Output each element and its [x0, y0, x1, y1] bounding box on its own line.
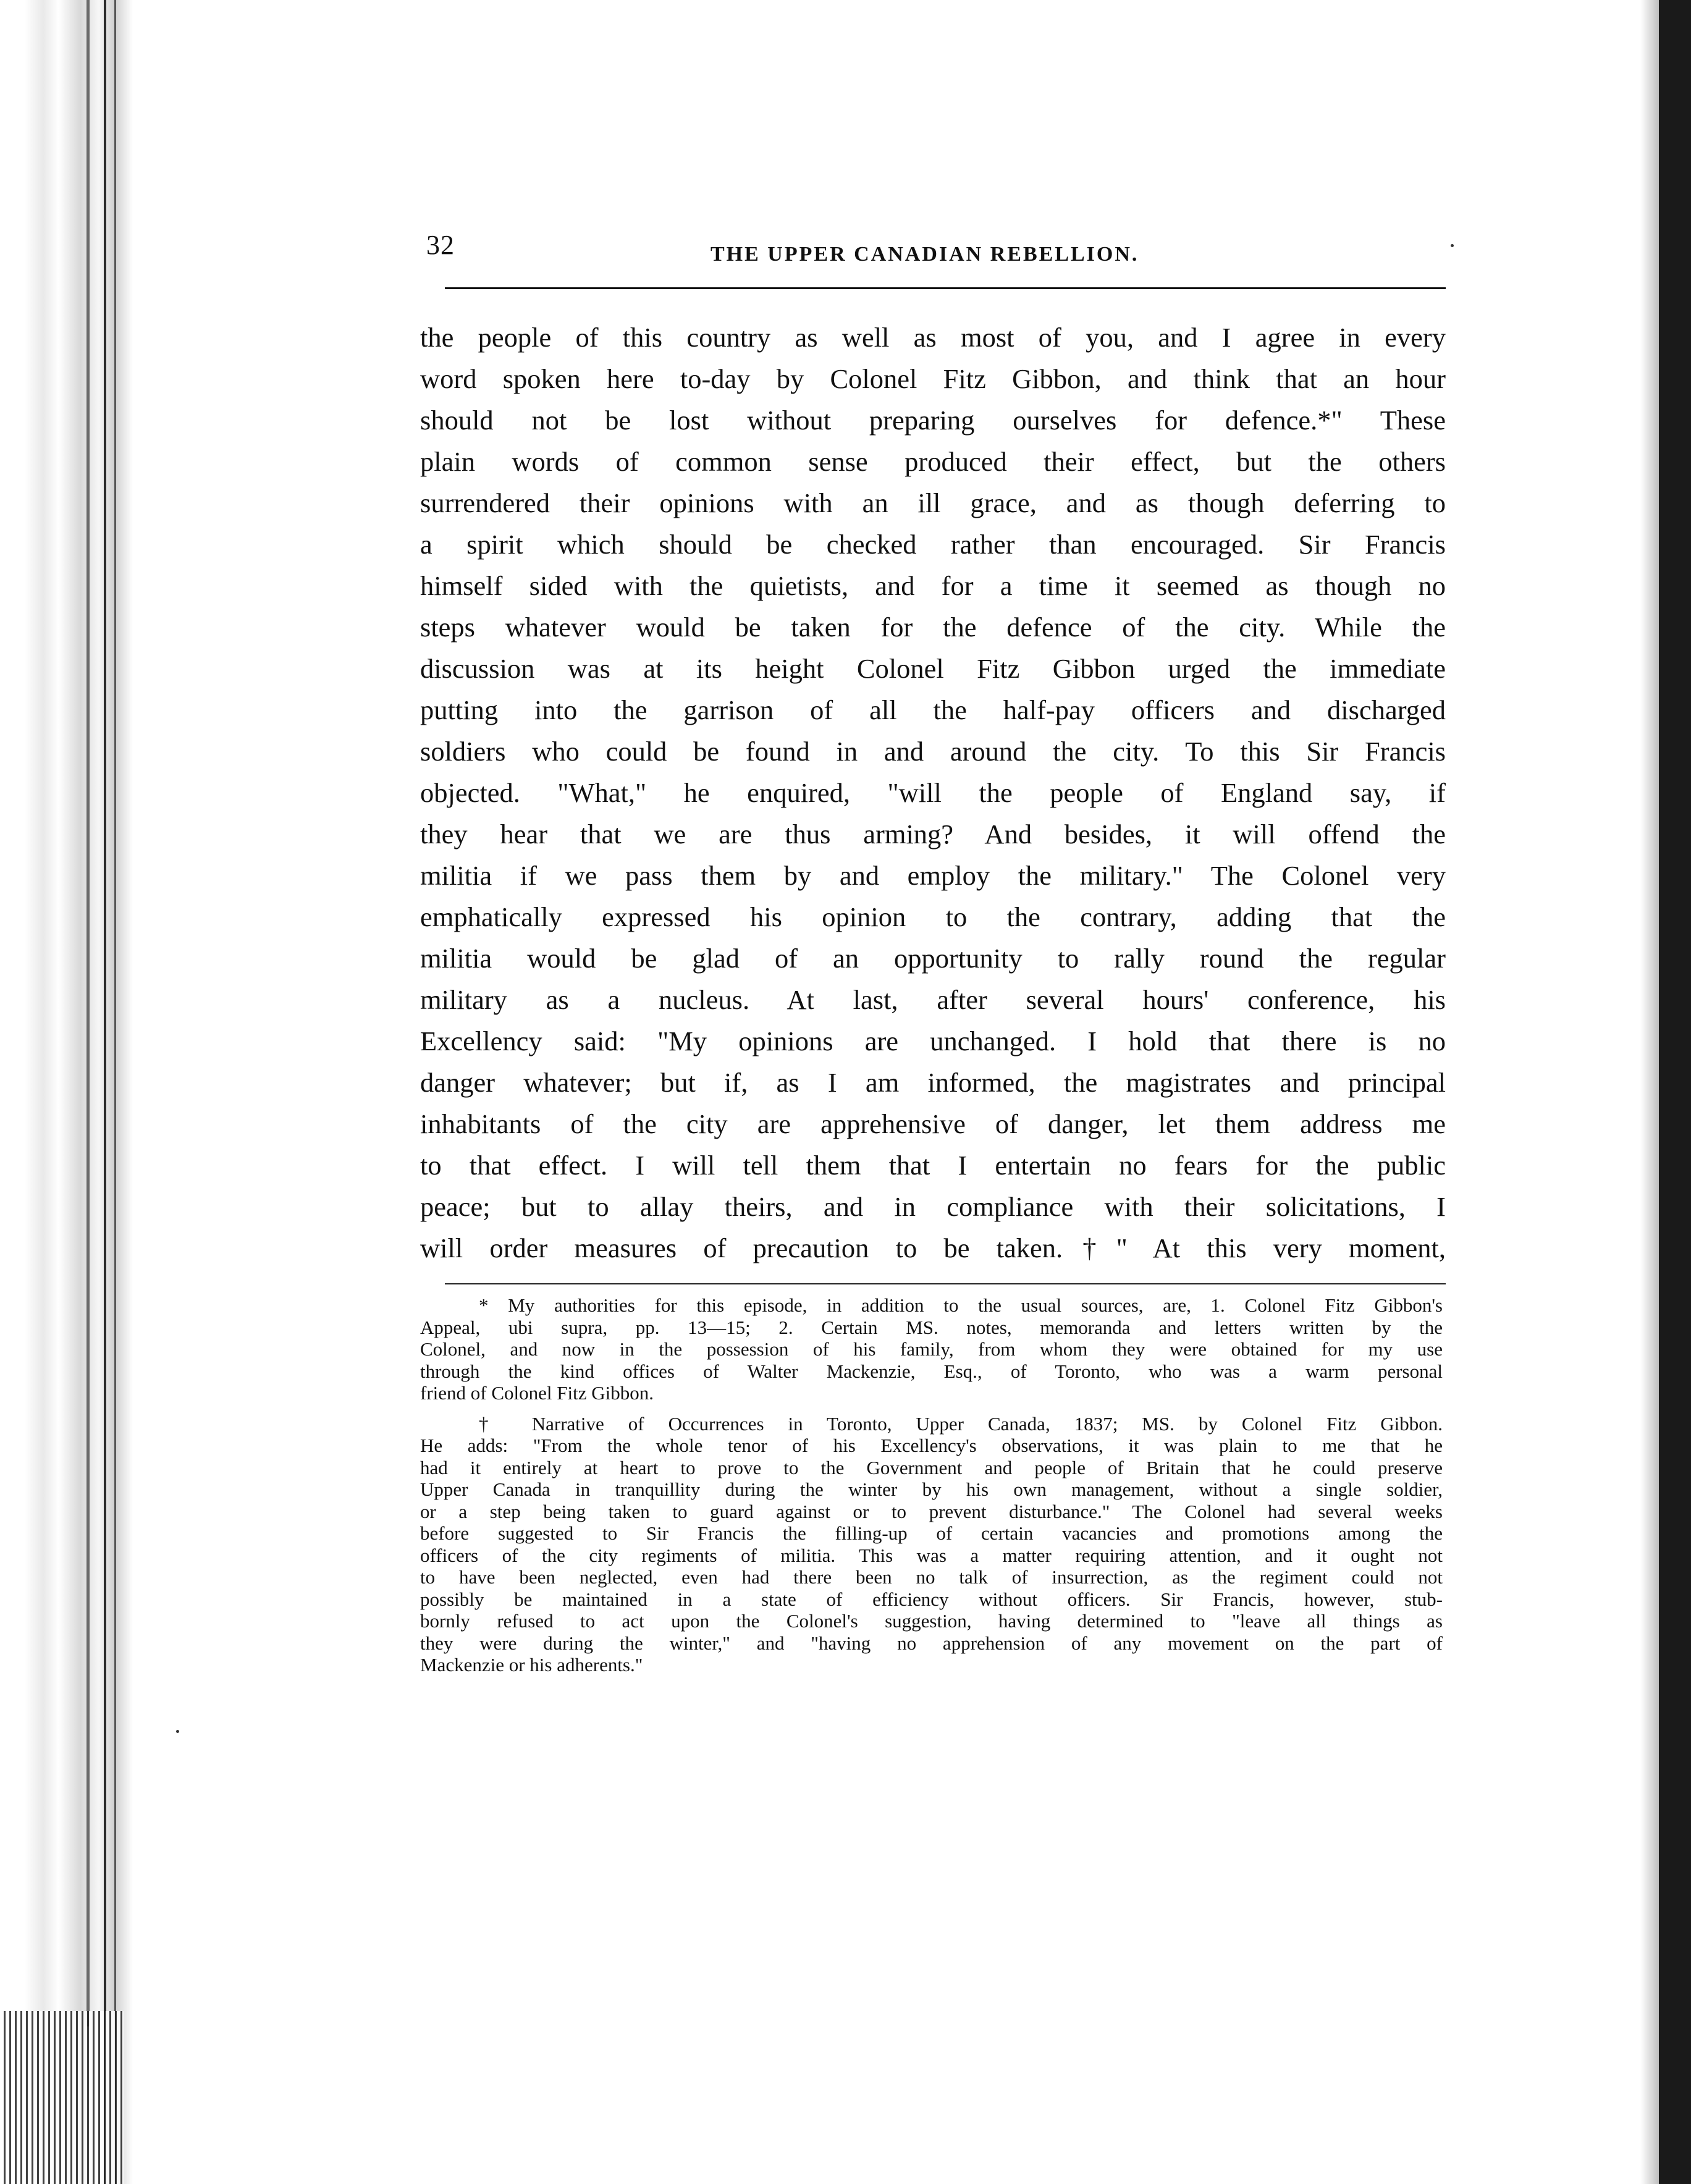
body-line: peace; but to allay theirs, and in compliance with their solicitations, I — [420, 1191, 1446, 1222]
footnote-line: or a step being taken to guard against or to prevent disturbance." The Colonel had several weeks — [420, 1500, 1443, 1522]
footnote-line: officers of the city regiments of militia. This was a matter requiring attention, and it ought not — [420, 1544, 1443, 1566]
body-line: word spoken here to-day by Colonel Fitz Gibbon, and think that an hour — [420, 363, 1446, 394]
footnote-line: Colonel, and now in the possession of his family, from whom they were obtained for my use — [420, 1338, 1443, 1360]
body-line: military as a nucleus. At last, after several hours' conference, his — [420, 984, 1446, 1015]
body-line: danger whatever; but if, as I am informed, the magistrates and principal — [420, 1067, 1446, 1098]
body-line: to that effect. I will tell them that I entertain no fears for the public — [420, 1150, 1446, 1181]
body-line: militia would be glad of an opportunity to rally round the regular — [420, 943, 1446, 974]
footnote-line: bornly refused to act upon the Colonel's suggestion, having determined to "leave all things as — [420, 1610, 1443, 1632]
body-line: himself sided with the quietists, and for a time it seemed as though no — [420, 570, 1446, 601]
header-rule — [445, 287, 1446, 289]
scan-speck — [1451, 244, 1454, 247]
footnote-2 — [420, 1413, 1443, 1676]
footnote-line: * My authorities for this episode, in addition to the usual sources, are, 1. Colonel Fitz Gibbon's — [479, 1294, 1443, 1316]
footnote-rule — [445, 1283, 1446, 1284]
footnote-line: before suggested to Sir Francis the filling-up of certain vacancies and promotions among the — [420, 1522, 1443, 1544]
page-edge-line — [114, 0, 116, 2184]
body-text — [420, 317, 1446, 1269]
body-line: Excellency said: "My opinions are unchanged. I hold that there is no — [420, 1026, 1446, 1056]
footnote-line: Upper Canada in tranquillity during the winter by his own management, without a single soldier, — [420, 1478, 1443, 1500]
running-title: THE UPPER CANADIAN REBELLION. — [711, 243, 1139, 266]
body-line: soldiers who could be found in and around the city. To this Sir Francis — [420, 736, 1446, 767]
page-edge-line — [86, 0, 90, 2026]
body-line: plain words of common sense produced their effect, but the others — [420, 446, 1446, 477]
book-binding-edge-left — [0, 0, 179, 2184]
scan-speck — [176, 1730, 179, 1733]
footnote-line: to have been neglected, even had there been no talk of insurrection, as the regiment could not — [420, 1566, 1443, 1588]
body-line: steps whatever would be taken for the defence of the city. While the — [420, 612, 1446, 643]
book-page — [420, 226, 1446, 1676]
footnote-line: He adds: "From the whole tenor of his Excellency's observations, it was plain to me that he — [420, 1435, 1443, 1456]
body-line: objected. "What," he enquired, "will the people of England say, if — [420, 777, 1446, 808]
body-line: surrendered their opinions with an ill grace, and as though deferring to — [420, 487, 1446, 518]
footnote-line: had it entirely at heart to prove to the Government and people of Britain that he could preserve — [420, 1456, 1443, 1478]
footnote-line: possibly be maintained in a state of efficiency without officers. Sir Francis, however, stub- — [420, 1588, 1443, 1610]
footnote-line: friend of Colonel Fitz Gibbon. — [420, 1382, 654, 1404]
page-edge-stack — [0, 2011, 124, 2184]
body-line: will order measures of precaution to be taken.†" At this very moment, — [420, 1233, 1446, 1263]
body-line: the people of this country as well as most of you, and I agree in every — [420, 322, 1446, 353]
body-line: discussion was at its height Colonel Fitz Gibbon urged the immediate — [420, 653, 1446, 684]
footnote-line: through the kind offices of Walter Mackenzie, Esq., of Toronto, who was a warm personal — [420, 1360, 1443, 1382]
page-number: 32 — [426, 230, 455, 260]
body-line: emphatically expressed his opinion to the contrary, adding that the — [420, 901, 1446, 932]
footnote-line: Mackenzie or his adherents." — [420, 1654, 643, 1676]
running-head — [420, 226, 1446, 269]
body-line: militia if we pass them by and employ the military." The Colonel very — [420, 860, 1446, 891]
page-edge-line — [104, 0, 106, 2184]
body-line: should not be lost without preparing ourselves for defence.*" These — [420, 405, 1446, 436]
body-line: a spirit which should be checked rather than encouraged. Sir Francis — [420, 529, 1446, 560]
footnote-line: † Narrative of Occurrences in Toronto, Upper Canada, 1837; MS. by Colonel Fitz Gibbon. — [479, 1412, 1443, 1435]
book-binding-edge-right — [1659, 0, 1691, 2184]
footnote-line: Appeal, ubi supra, pp. 13—15; 2. Certain MS. notes, memoranda and letters written by the — [420, 1316, 1443, 1338]
binding-shadow — [1640, 0, 1659, 2184]
body-line: putting into the garrison of all the half-pay officers and discharged — [420, 694, 1446, 725]
body-line: inhabitants of the city are apprehensive of danger, let them address me — [420, 1108, 1446, 1139]
footnote-line: they were during the winter," and "having no apprehension of any movement on the part of — [420, 1632, 1443, 1654]
body-line: they hear that we are thus arming? And besides, it will offend the — [420, 819, 1446, 850]
footnote-1 — [420, 1294, 1443, 1404]
footnotes — [420, 1294, 1443, 1676]
